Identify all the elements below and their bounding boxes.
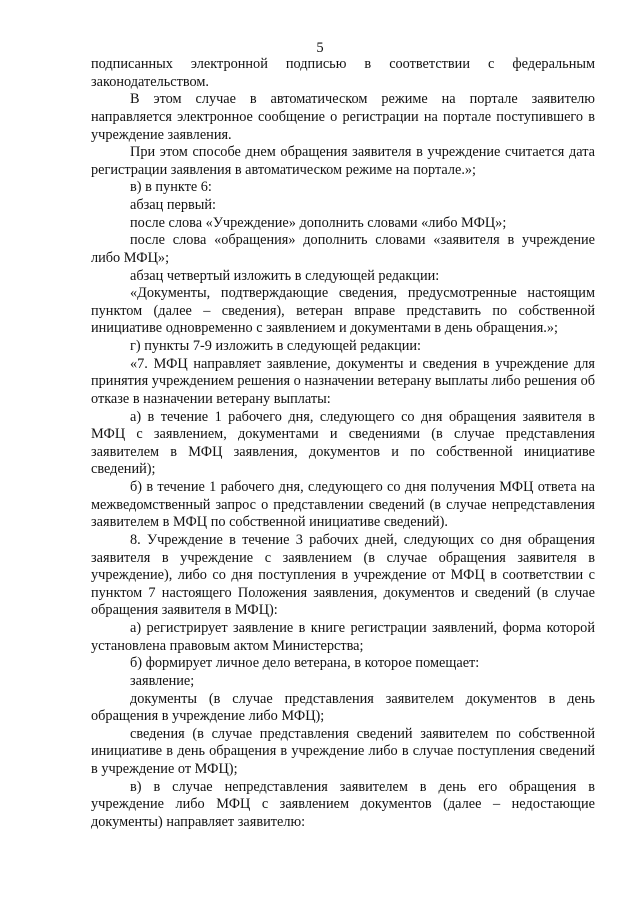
paragraph: абзац первый:: [130, 197, 216, 213]
paragraph: после слова «Учреждение» дополнить словами «либо МФЦ»;: [130, 214, 507, 231]
document-body: [91, 56, 595, 832]
paragraph: заявление;: [130, 672, 195, 689]
paragraph: б) в течение 1 рабочего дня, следующего со дня получения МФЦ ответа на межведомственный запрос о представлении сведений (в случае непредставления заявителем в МФЦ по собственной инициативе сведений).: [91, 479, 595, 531]
paragraph: подписанных электронной подписью в соответствии с федеральным законодательством.: [91, 56, 595, 90]
paragraph: сведения (в случае представления сведений заявителем по собственной инициативе в день обращения в учреждение либо в случае поступления сведений в учреждение от МФЦ);: [91, 725, 595, 777]
paragraph: При этом способе днем обращения заявителя в учреждение считается дата регистрации заявления в автоматическом режиме на портале.»;: [91, 144, 595, 178]
paragraph: в) в случае непредставления заявителем в день его обращения в учреждение либо МФЦ с заявлением документов (далее – недостающие документы) направляет заявителю:: [91, 778, 595, 830]
paragraph: а) регистрирует заявление в книге регистрации заявлений, форма которой установлена правовым актом Министерства;: [91, 620, 595, 654]
paragraph: «7. МФЦ направляет заявление, документы и сведения в учреждение для принятия учреждением решения о назначении ветерану выплаты либо решения об отказе в назначении ветерану выплаты:: [91, 355, 596, 407]
paragraph: абзац четвертый изложить в следующей редакции:: [130, 267, 440, 284]
paragraph: а) в течение 1 рабочего дня, следующего со дня обращения заявителя в МФЦ с заявлением, документами и сведениями (в случае представления заявителем в МФЦ заявления, документов и по собственной инициативе сведений);: [91, 408, 595, 478]
paragraph: 8. Учреждение в течение 3 рабочих дней, следующих со дня обращения заявителя в учреждение с заявлением (в случае обращения заявителя в учреждение), либо со дня поступления в учреждение от МФЦ в соответствии с пунктом 7 настоящего Положения заявления, документов и сведений (в случае обращения заявителя в МФЦ):: [91, 531, 595, 619]
paragraph: в) в пункте 6:: [130, 179, 212, 196]
paragraph: г) пункты 7-9 изложить в следующей редакции:: [130, 338, 422, 354]
paragraph: после слова «обращения» дополнить словами «заявителя в учреждение либо МФЦ»;: [91, 232, 595, 266]
paragraph: «Документы, подтверждающие сведения, предусмотренные настоящим пунктом (далее – сведения), ветеран вправе представить по собственной инициативе одновременно с заявлением и документами в день обращения.»;: [91, 285, 595, 337]
paragraph: б) формирует личное дело ветерана, в которое помещает:: [130, 655, 480, 672]
page-number: 5: [316, 40, 324, 56]
paragraph: документы (в случае представления заявителем документов в день обращения в учреждение либо МФЦ);: [91, 690, 595, 725]
paragraph: В этом случае в автоматическом режиме на портале заявителю направляется электронное сообщение о регистрации на портале поступившего в учреждение заявления.: [91, 91, 595, 143]
